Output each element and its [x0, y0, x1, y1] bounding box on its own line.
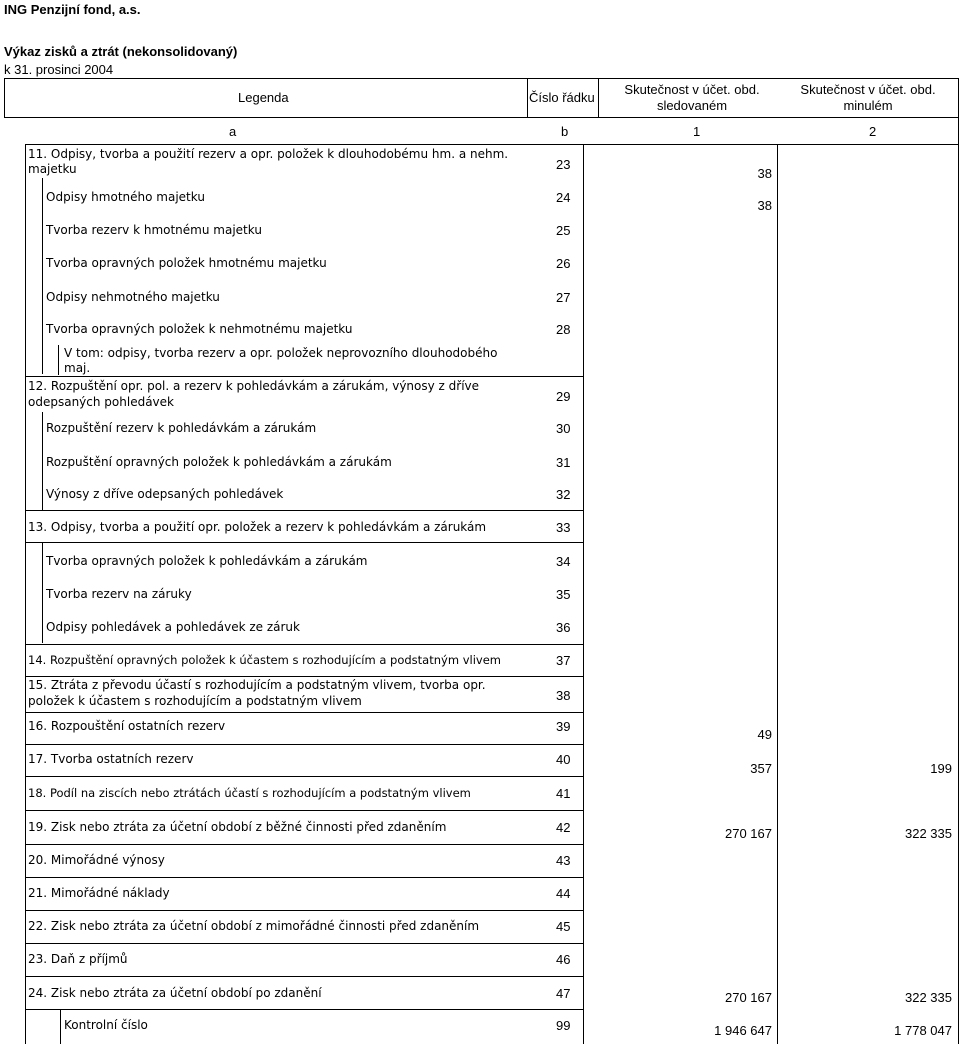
row-number: 26: [556, 256, 571, 271]
current-value: 38: [757, 198, 772, 213]
row-separator: [25, 1009, 583, 1010]
row-separator: [25, 943, 583, 944]
row-label: 23. Daň z příjmů: [28, 952, 128, 966]
previous-value: 322 335: [905, 826, 952, 841]
previous-value: 322 335: [905, 990, 952, 1005]
row-number: 29: [556, 389, 571, 404]
row-label: Tvorba opravných položek k pohledávkám a zárukám: [46, 554, 368, 568]
current-value: 270 167: [725, 990, 772, 1005]
row-label: 22. Zisk nebo ztráta za účetní období z mimořádné činnosti před zdaněním: [28, 919, 480, 933]
row-separator: [25, 744, 583, 745]
row-separator: [25, 776, 583, 777]
row-number: 32: [556, 487, 571, 502]
col-header-previous-line1: Skutečnost v účet. obd.: [800, 82, 936, 97]
row-label: 19. Zisk nebo ztráta za účetní období z běžné činnosti před zdaněním: [28, 820, 447, 834]
row-label: majetku: [28, 162, 77, 176]
row-number: 37: [556, 653, 571, 668]
row-label: 17. Tvorba ostatních rezerv: [28, 752, 194, 766]
row-number: 99: [556, 1018, 571, 1033]
previous-value: 1 778 047: [894, 1023, 952, 1038]
row-number: 35: [556, 587, 571, 602]
row-label: 21. Mimořádné náklady: [28, 886, 170, 900]
row-label: Tvorba opravných položek hmotnému majetku: [46, 256, 327, 270]
row-separator: [25, 844, 583, 845]
header-bottom-border: [4, 117, 959, 118]
row-label: Odpisy hmotného majetku: [46, 190, 205, 204]
col-index-1: 1: [693, 124, 701, 139]
indent-bracket-5: [60, 1010, 61, 1044]
row-number: 25: [556, 223, 571, 238]
row-label: 14. Rozpuštění opravných položek k účastem s rozhodujícím a podstatným vlivem: [28, 653, 501, 667]
row-number: 41: [556, 786, 571, 801]
row-label: Kontrolní číslo: [64, 1018, 148, 1032]
row-label: Odpisy nehmotného majetku: [46, 290, 220, 304]
header-col-divider-2: [598, 78, 599, 118]
table-top-border: [4, 78, 959, 79]
row-label: V tom: odpisy, tvorba rezerv a opr. položek neprovozního dlouhodobého: [64, 346, 498, 360]
row-number: 36: [556, 620, 571, 635]
row-separator: [25, 376, 583, 377]
row-label: 24. Zisk nebo ztráta za účetní období po zdanění: [28, 986, 322, 1000]
row-number: 46: [556, 952, 571, 967]
row-label: Rozpuštění rezerv k pohledávkám a zárukám: [46, 421, 317, 435]
row-label: 11. Odpisy, tvorba a použití rezerv a opr. položek k dlouhodobému hm. a nehm.: [28, 147, 509, 161]
row-number: 31: [556, 455, 571, 470]
col-header-previous-period: [788, 82, 948, 114]
row-label: položek k účastem s rozhodujícím a podstatným vlivem: [28, 694, 362, 708]
col-index-a: a: [229, 124, 237, 139]
indent-bracket-4: [42, 543, 43, 643]
row-number-right-border: [583, 144, 584, 1044]
report-date: k 31. prosinci 2004: [4, 62, 114, 77]
col-index-2: 2: [869, 124, 877, 139]
row-number: 28: [556, 322, 571, 337]
row-label: Tvorba opravných položek k nehmotnému majetku: [46, 322, 353, 336]
row-label: 12. Rozpuštění opr. pol. a rezerv k pohledávkám a zárukám, výnosy z dříve: [28, 379, 480, 393]
row-number: 40: [556, 752, 571, 767]
row-number: 47: [556, 986, 571, 1001]
row-number: 24: [556, 190, 571, 205]
current-period-right-border: [777, 144, 778, 1044]
col-header-row-number: Číslo řádku: [529, 90, 595, 105]
row-number: 33: [556, 520, 571, 535]
row-separator: [25, 510, 583, 511]
row-number: 34: [556, 554, 571, 569]
header-left-border: [4, 78, 5, 118]
row-label: odepsaných pohledávek: [28, 395, 174, 409]
current-value: 49: [757, 727, 772, 742]
indent-bracket-2: [58, 345, 59, 375]
row-number: 38: [556, 688, 571, 703]
col-header-current-line1: Skutečnost v účet. obd.: [624, 82, 760, 97]
row-number: 45: [556, 919, 571, 934]
col-header-current-period: [612, 82, 772, 114]
row-label: maj.: [64, 361, 91, 375]
row-label: Tvorba rezerv k hmotnému majetku: [46, 223, 262, 237]
row-label: Rozpuštění opravných položek k pohledávkám a zárukám: [46, 455, 392, 469]
row-separator: [25, 676, 583, 677]
row-separator: [25, 542, 583, 543]
col-header-previous-line2: minulém: [843, 98, 893, 113]
row-separator: [25, 910, 583, 911]
table-right-border: [958, 78, 959, 1044]
col-index-b: b: [561, 124, 569, 139]
row-number: 43: [556, 853, 571, 868]
row-label: 16. Rozpouštění ostatních rezerv: [28, 719, 226, 733]
row-separator: [25, 976, 583, 977]
row-separator: [25, 810, 583, 811]
current-value: 38: [757, 166, 772, 181]
row-number: 27: [556, 290, 571, 305]
row-label: 15. Ztráta z převodu účastí s rozhodujícím a podstatným vlivem, tvorba opr.: [28, 678, 486, 692]
row-label: Odpisy pohledávek a pohledávek ze záruk: [46, 620, 300, 634]
row-number: 44: [556, 886, 571, 901]
row-number: 30: [556, 421, 571, 436]
row-label: Tvorba rezerv na záruky: [46, 587, 192, 601]
row-label: Výnosy z dříve odepsaných pohledávek: [46, 487, 284, 501]
row-number: 39: [556, 719, 571, 734]
report-title: Výkaz zisků a ztrát (nekonsolidovaný): [4, 44, 238, 59]
col-header-current-line2: sledovaném: [656, 98, 728, 113]
row-label: 20. Mimořádné výnosy: [28, 853, 165, 867]
row-separator: [25, 644, 583, 645]
row-label: 13. Odpisy, tvorba a použití opr. položek a rezerv k pohledávkám a zárukám: [28, 520, 487, 534]
table-left-border: [25, 144, 26, 1044]
row-label: 18. Podíl na ziscích nebo ztrátách účastí s rozhodujícím a podstatným vlivem: [28, 786, 471, 800]
indent-bracket-3: [42, 412, 43, 510]
current-value: 1 946 647: [714, 1023, 772, 1038]
row-separator: [25, 877, 583, 878]
row-number: 23: [556, 157, 571, 172]
index-row-bottom-border: [25, 144, 959, 145]
current-value: 270 167: [725, 826, 772, 841]
indent-bracket-1: [42, 178, 43, 374]
company-name: ING Penzijní fond, a.s.: [4, 2, 141, 17]
row-number: 42: [556, 820, 571, 835]
current-value: 357: [750, 761, 772, 776]
col-header-legend: Legenda: [238, 90, 289, 105]
row-separator: [25, 712, 583, 713]
header-col-divider-1: [527, 78, 528, 118]
previous-value: 199: [930, 761, 952, 776]
